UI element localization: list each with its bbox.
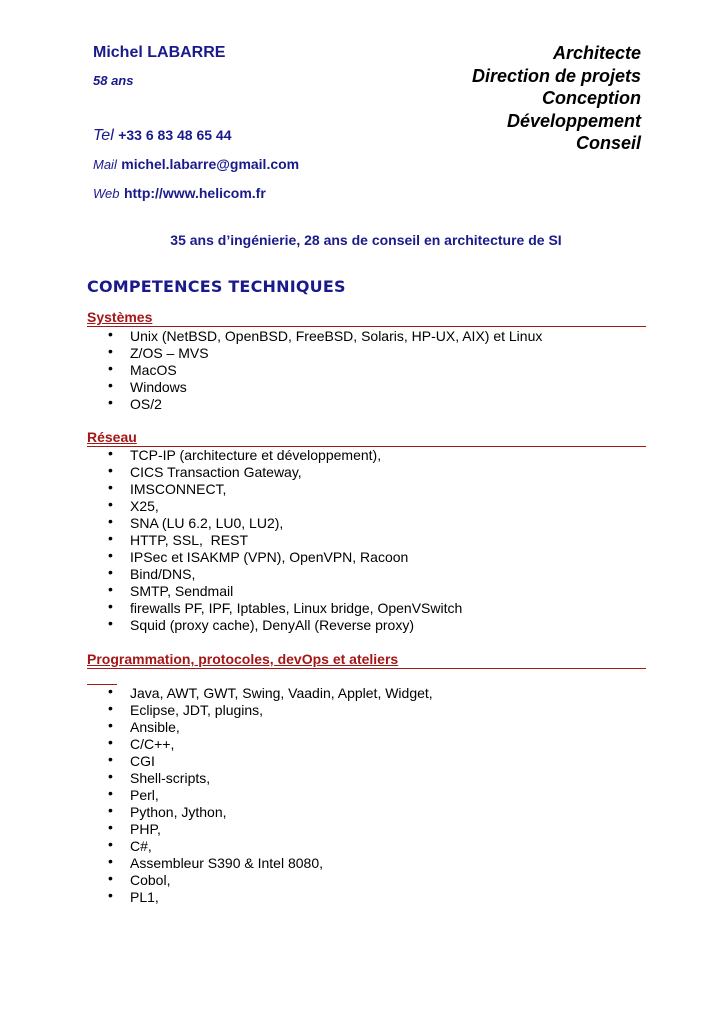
- list-item-text: Python, Jython,: [130, 804, 227, 820]
- list-item: [0, 345, 542, 362]
- bullet-icon: •: [108, 700, 113, 716]
- role-item: Développement: [506, 110, 641, 131]
- bullet-icon: •: [108, 326, 113, 342]
- email-line: [93, 156, 299, 174]
- list-item: [0, 379, 542, 396]
- subsection-title-reseau: [87, 429, 646, 447]
- bullet-icon: •: [108, 445, 113, 461]
- bullet-icon: •: [108, 615, 113, 631]
- bullet-icon: •: [108, 513, 113, 529]
- list-item: [0, 838, 433, 855]
- list-item-text: PL1,: [130, 889, 159, 905]
- list-item: [0, 804, 433, 821]
- list-item-text: Perl,: [130, 787, 159, 803]
- list-item-text: OS/2: [130, 396, 162, 412]
- list-item: [0, 872, 433, 889]
- list-item-text: Bind/DNS,: [130, 566, 196, 582]
- list-item: [0, 685, 433, 702]
- section-title: COMPETENCES TECHNIQUES: [87, 277, 346, 296]
- list-item: [0, 396, 542, 413]
- bullet-icon: •: [108, 479, 113, 495]
- list-item-text: C#,: [130, 838, 152, 854]
- list-item-text: IPSec et ISAKMP (VPN), OpenVPN, Racoon: [130, 549, 409, 565]
- list-item-text: HTTP, SSL, REST: [130, 532, 248, 548]
- list-item-text: CGI: [130, 753, 155, 769]
- bullet-icon: •: [108, 802, 113, 818]
- website-label: Web: [93, 186, 120, 201]
- bullet-icon: •: [108, 530, 113, 546]
- list-item-text: Shell-scripts,: [130, 770, 211, 786]
- list-item-text: IMSCONNECT,: [130, 481, 227, 497]
- person-age: 58 ans: [93, 73, 134, 88]
- list-item: [0, 753, 433, 770]
- list-item: [0, 889, 433, 906]
- bullet-icon: •: [108, 717, 113, 733]
- list-item: [0, 481, 462, 498]
- list-item-text: MacOS: [130, 362, 177, 378]
- list-item-text: Squid (proxy cache), DenyAll (Reverse proxy): [130, 617, 414, 633]
- list-item-text: CICS Transaction Gateway,: [130, 464, 302, 480]
- list-item: [0, 617, 462, 634]
- bullet-icon: •: [108, 819, 113, 835]
- list-item: [0, 532, 462, 549]
- programmation-list: [0, 685, 433, 906]
- bullet-icon: •: [108, 870, 113, 886]
- bullet-icon: •: [108, 564, 113, 580]
- list-item-text: SNA (LU 6.2, LU0, LU2),: [130, 515, 284, 531]
- list-item: [0, 362, 542, 379]
- email-value[interactable]: michel.labarre@gmail.com: [121, 156, 300, 172]
- list-item: [0, 600, 462, 617]
- bullet-icon: •: [108, 768, 113, 784]
- bullet-icon: •: [108, 462, 113, 478]
- phone-label: Tel: [93, 127, 114, 144]
- bullet-icon: •: [108, 360, 113, 376]
- list-item-text: TCP-IP (architecture et développement),: [130, 447, 382, 463]
- list-item: [0, 515, 462, 532]
- list-item: [0, 736, 433, 753]
- list-item: [0, 464, 462, 481]
- bullet-icon: •: [108, 394, 113, 410]
- list-item: [0, 702, 433, 719]
- list-item-text: Java, AWT, GWT, Swing, Vaadin, Applet, Widget,: [130, 685, 433, 701]
- list-item-text: firewalls PF, IPF, Iptables, Linux bridge, OpenVSwitch: [130, 600, 463, 616]
- phone-line: [93, 127, 232, 145]
- phone-value: +33 6 83 48 65 44: [118, 127, 232, 143]
- list-item: [0, 447, 462, 464]
- role-item: Conseil: [575, 133, 641, 153]
- email-label: Mail: [93, 157, 117, 172]
- role-item: Direction de projets: [471, 65, 641, 86]
- systemes-list: [0, 328, 542, 413]
- list-item-text: Eclipse, JDT, plugins,: [130, 702, 264, 718]
- list-item: [0, 498, 462, 515]
- bullet-icon: •: [108, 547, 113, 563]
- list-item: [0, 566, 462, 583]
- list-item: [0, 583, 462, 600]
- subsection-title-programmation: [87, 651, 646, 669]
- bullet-icon: •: [108, 598, 113, 614]
- bullet-icon: •: [108, 683, 113, 699]
- list-item: [0, 770, 433, 787]
- bullet-icon: •: [108, 496, 113, 512]
- list-item: [0, 787, 433, 804]
- list-item: [0, 855, 433, 872]
- bullet-icon: •: [108, 343, 113, 359]
- bullet-icon: •: [108, 581, 113, 597]
- subsection-label: Programmation, protocoles, devOps et ateliers: [87, 651, 399, 667]
- website-link[interactable]: http://www.helicom.fr: [123, 185, 266, 201]
- list-item-text: SMTP, Sendmail: [130, 583, 234, 599]
- subsection-label: Réseau: [87, 429, 137, 445]
- list-item-text: Unix (NetBSD, OpenBSD, FreeBSD, Solaris, HP-UX, AIX) et Linux: [130, 328, 543, 344]
- roles-list: [472, 42, 641, 155]
- summary-line: 35 ans d’ingénierie, 28 ans de conseil en architecture de SI: [170, 232, 562, 248]
- list-item: [0, 328, 542, 345]
- role-item: Conception: [542, 88, 641, 108]
- reseau-list: [0, 447, 462, 634]
- person-name: Michel LABARRE: [93, 44, 226, 61]
- list-item-text: C/C++,: [130, 736, 175, 752]
- list-item: [0, 719, 433, 736]
- list-item-text: Cobol,: [130, 872, 171, 888]
- list-item-text: Windows: [130, 379, 187, 395]
- list-item-text: X25,: [130, 498, 159, 514]
- list-item-text: PHP,: [130, 821, 161, 837]
- bullet-icon: •: [108, 785, 113, 801]
- subsection-title-systemes: [87, 309, 646, 327]
- bullet-icon: •: [108, 734, 113, 750]
- website-line: [93, 185, 266, 203]
- bullet-icon: •: [108, 377, 113, 393]
- bullet-icon: •: [108, 853, 113, 869]
- subsection-label: Systèmes: [87, 309, 153, 325]
- list-item-text: Assembleur S390 & Intel 8080,: [130, 855, 324, 871]
- list-item: [0, 821, 433, 838]
- list-item-text: Z/OS – MVS: [130, 345, 209, 361]
- role-item: Architecte: [552, 43, 641, 63]
- list-item-text: Ansible,: [130, 719, 180, 735]
- bullet-icon: •: [108, 751, 113, 767]
- bullet-icon: •: [108, 887, 113, 903]
- bullet-icon: •: [108, 836, 113, 852]
- list-item: [0, 549, 462, 566]
